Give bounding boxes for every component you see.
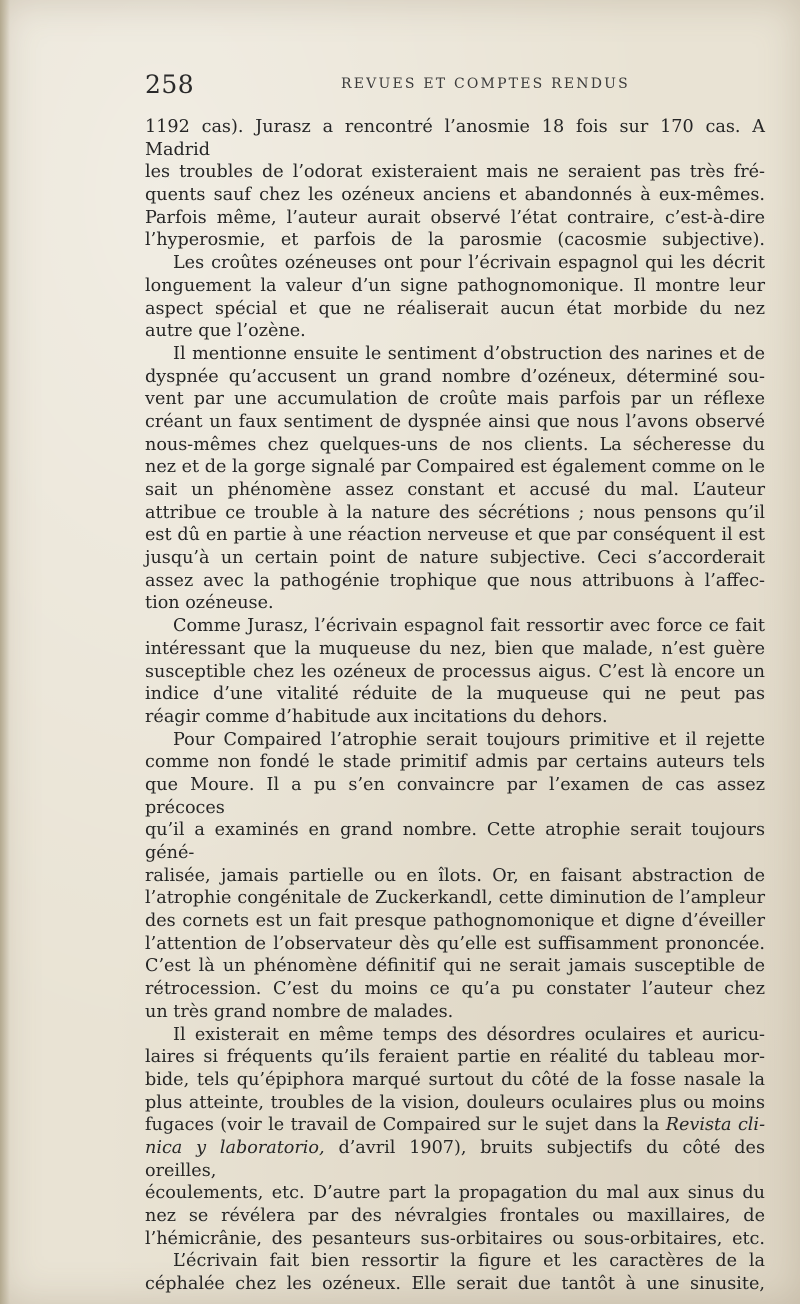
text-line: des cornets est un fait presque pathognomonique et digne d’éveiller bbox=[145, 911, 765, 932]
text-line: l’atrophie congénitale de Zuckerkandl, cette diminution de l’ampleur bbox=[145, 888, 765, 909]
text-line: L’écrivain fait bien ressortir la figure et les caractères de la bbox=[173, 1251, 765, 1272]
text-line: intéressant que la muqueuse du nez, bien que malade, n’est guère bbox=[145, 638, 765, 659]
text-line: l’attention de l’observateur dès qu’elle est suffisamment prononcée. bbox=[145, 933, 765, 954]
text-line: l’hémicrânie, des pesanteurs sus-orbitaires ou sous-orbitaires, etc. bbox=[145, 1228, 765, 1249]
text-line: Les croûtes ozéneuses ont pour l’écrivain espagnol qui les décrit bbox=[173, 253, 765, 274]
text-line: nez et de la gorge signalé par Compaired est également comme on le bbox=[145, 457, 765, 478]
text-line: assez avec la pathogénie trophique que nous attribuons à l’affec- bbox=[145, 570, 765, 591]
text-line: est dû en partie à une réaction nerveuse et que par conséquent il est bbox=[145, 525, 765, 546]
text-line: réagir comme d’habitude aux incitations du dehors. bbox=[145, 706, 608, 727]
page-number: 258 bbox=[145, 70, 195, 99]
text-line: céphalée chez les ozéneux. Elle serait due tantôt à une sinusite, bbox=[145, 1274, 765, 1295]
text-line: 1192 cas). Jurasz a rencontré l’anosmie 18 fois sur 170 cas. A Madrid bbox=[145, 117, 765, 160]
text-fragment: d’avril 1907), bruits subjectifs du côté des oreilles, bbox=[145, 1137, 765, 1181]
text-line: laires si fréquents qu’ils feraient partie en réalité du tableau mor- bbox=[145, 1047, 765, 1068]
text-line: quents sauf chez les ozéneux anciens et abandonnés à eux-mêmes. bbox=[145, 185, 765, 206]
text-line: l’hyperosmie, et parfois de la parosmie (cacosmie subjective). bbox=[145, 230, 765, 251]
text-line: Comme Jurasz, l’écrivain espagnol fait ressortir avec force ce fait bbox=[173, 616, 765, 637]
text-line: comme non fondé le stade primitif admis par certains auteurs tels bbox=[145, 752, 765, 773]
text-line: jusqu’à un certain point de nature subjective. Ceci s’accorderait bbox=[145, 548, 765, 569]
journal-title-part: nica y laboratorio, bbox=[145, 1137, 325, 1158]
article-body bbox=[145, 116, 765, 1296]
text-line: Il mentionne ensuite le sentiment d’obstruction des narines et de bbox=[173, 343, 765, 364]
text-line bbox=[145, 1137, 765, 1182]
text-line: créant un faux sentiment de dyspnée ainsi que nous l’avons observé bbox=[145, 411, 765, 432]
text-line: aspect spécial et que ne réaliserait aucun état morbide du nez bbox=[145, 298, 765, 319]
text-line: que Moure. Il a pu s’en convaincre par l’examen de cas assez précoces bbox=[145, 774, 765, 818]
page-header bbox=[145, 64, 765, 100]
text-line: écoulements, etc. D’autre part la propagation du mal aux sinus du bbox=[145, 1183, 765, 1204]
text-line: un très grand nombre de malades. bbox=[145, 1001, 454, 1022]
text-line: qu’il a examinés en grand nombre. Cette atrophie serait toujours géné- bbox=[145, 820, 765, 863]
text-line: autre que l’ozène. bbox=[145, 321, 306, 342]
text-line: Parfois même, l’auteur aurait observé l’état contraire, c’est-à-dire bbox=[145, 207, 765, 228]
text-line bbox=[145, 1114, 765, 1137]
text-line: nous-mêmes chez quelques-uns de nos clients. La sécheresse du bbox=[145, 434, 765, 455]
text-line: vent par une accumulation de croûte mais parfois par un réflexe bbox=[145, 389, 765, 410]
text-fragment: fugaces (voir le travail de Compaired sur le sujet dans la bbox=[145, 1115, 660, 1136]
text-line: tion ozéneuse. bbox=[145, 593, 274, 614]
text-line: ralisée, jamais partielle ou en îlots. Or, en faisant abstraction de bbox=[145, 865, 765, 886]
page-edge-shadow bbox=[0, 0, 10, 1304]
text-line: dyspnée qu’accusent un grand nombre d’ozéneux, déterminé sou- bbox=[145, 366, 765, 387]
text-line: les troubles de l’odorat existeraient mais ne seraient pas très fré- bbox=[145, 162, 765, 183]
text-line: indice d’une vitalité réduite de la muqueuse qui ne peut pas bbox=[145, 684, 765, 705]
text-line: attribue ce trouble à la nature des sécrétions ; nous pensons qu’il bbox=[145, 502, 765, 523]
text-line: susceptible chez les ozéneux de processus aigus. C’est là encore un bbox=[145, 661, 765, 682]
text-line: plus atteinte, troubles de la vision, douleurs oculaires plus ou moins bbox=[145, 1092, 765, 1113]
text-line: bide, tels qu’épiphora marqué surtout du côté de la fosse nasale la bbox=[145, 1069, 765, 1090]
text-line: Pour Compaired l’atrophie serait toujours primitive et il rejette bbox=[173, 729, 765, 750]
journal-title-part: Revista cli- bbox=[665, 1115, 766, 1136]
text-line: sait un phénomène assez constant et accusé du mal. L’auteur bbox=[145, 480, 765, 500]
text-line: Il existerait en même temps des désordres oculaires et auricu- bbox=[173, 1024, 765, 1045]
text-line: longuement la valeur d’un signe pathognomonique. Il montre leur bbox=[145, 275, 765, 296]
running-head: REVUES ET COMPTES RENDUS bbox=[341, 76, 630, 92]
text-line: C’est là un phénomène définitif qui ne serait jamais susceptible de bbox=[145, 956, 765, 977]
text-line: nez se révélera par des névralgies frontales ou maxillaires, de bbox=[145, 1206, 765, 1226]
text-line: rétrocession. C’est du moins ce qu’a pu constater l’auteur chez bbox=[145, 979, 765, 1000]
